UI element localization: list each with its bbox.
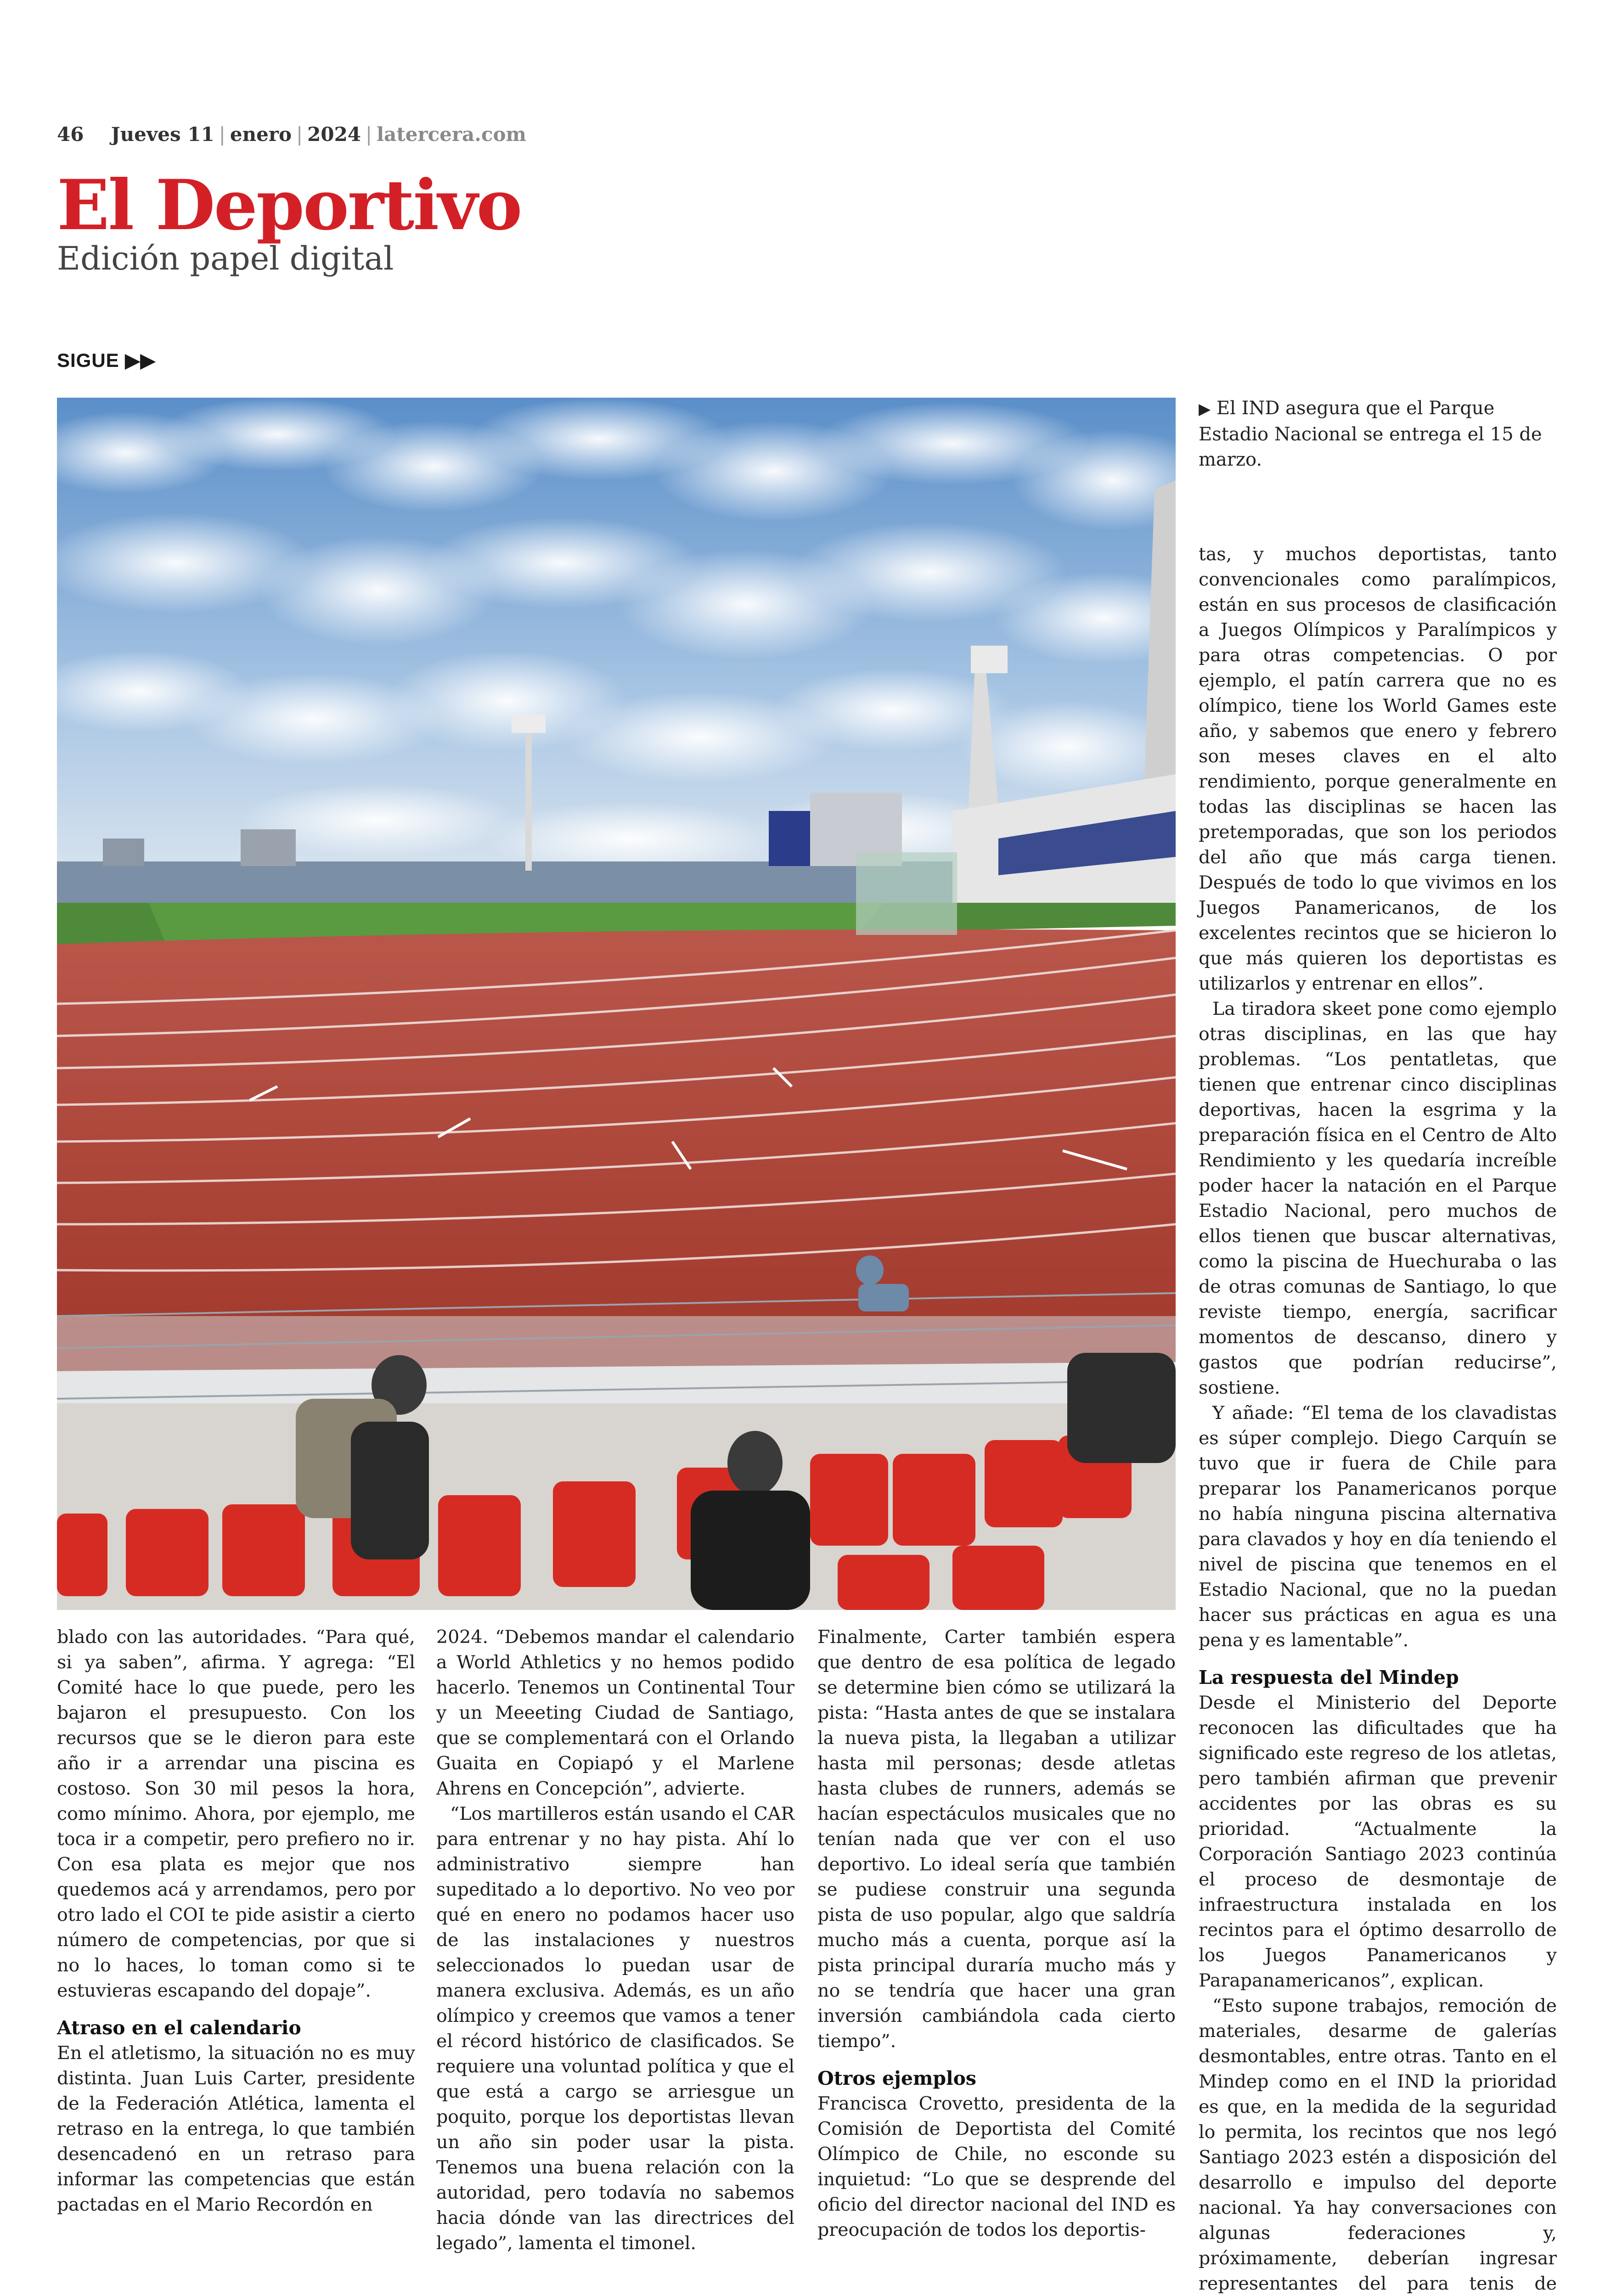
col1-paragraph-1: blado con las autoridades. “Para qué, si ya saben”, afirma. Y agrega: “El Comité hace lo que puede, pero les bajaron el presupuesto. Con los recursos que se le dieron para este año ir a arrendar una piscina es costoso. Son 30 mil pesos la hora, como mínimo. Ahora, por ejemplo, me toca ir a competir, pero prefiero no ir. Con esa plata es mejor que nos quedemos acá y arrendamos, pero por otro lado el COI te pide asistir a cierto número de competencias, por que si no lo haces, lo toman como si te estuvieras escapando del dopaje”. [57, 1626, 415, 2001]
article-column-1 [57, 1625, 415, 2217]
page-number: 46 [57, 123, 84, 146]
col1-paragraph-2: En el atletismo, la situación no es muy distinta. Juan Luis Carter, presidente de la Federación Atlética, lamenta el retraso en la entrega, lo que también desencadenó en un retraso para informar las competencias que están pactadas en el Mario Recordón en [57, 2043, 415, 2215]
site-link[interactable]: latercera.com [377, 123, 526, 146]
col3-paragraph-2: Francisca Crovetto, presidenta de la Comisión de Deportista del Comité Olímpico de Chile, no esconde su inquietud: “Lo que se desprende del oficio del director nacional del IND es preocupación de todos los deportis- [817, 2093, 1176, 2240]
article-column-2 [436, 1625, 794, 2256]
issue-month: enero [230, 123, 292, 146]
issue-year: 2024 [307, 123, 361, 146]
article-column-3 [817, 1625, 1176, 2243]
col4-subheading: La respuesta del Mindep [1199, 1666, 1459, 1688]
col3-subheading: Otros ejemplos [817, 2067, 977, 2089]
stadium-photo [57, 398, 1176, 1610]
photo-caption [1199, 396, 1566, 473]
sigue-label: SIGUE ▶▶ [57, 349, 156, 371]
article-column-4 [1199, 542, 1557, 2296]
masthead-title: El Deportivo [57, 165, 521, 246]
col2-paragraph-1: 2024. “Debemos mandar el calendario a World Athletics y no hemos podido hacerlo. Tenemos un Continental Tour y un Meeeting Ciudad de Santiago, que se complementará con el Orlando Guaita en Copiapó y el Marlene Ahrens en Concepción”, advierte. [436, 1626, 794, 1799]
caption-arrow-icon: ▶ [1199, 400, 1211, 418]
col4-paragraph-5: “Esto supone trabajos, remoción de materiales, desarme de galerías desmontables, entre otras. Tanto en el Mindep como en el IND la prioridad es que, en la medida de la seguridad lo permita, los recintos que nos legó Santiago 2023 estén a disposición del desarrollo e impulso del deporte nacional. Ya hay conversaciones con algunas federaciones y, próximamente, deberían ingresar representantes del para tenis de [1199, 1995, 1557, 2294]
col4-paragraph-2: La tiradora skeet pone como ejemplo otras disciplinas, en las que hay problemas. “Los pentatletas, que tienen que entrenar cinco disciplinas deportivas, hacen la esgrima y la preparación física en el Centro de Alto Rendimiento y les quedaría increíble poder hacer la natación en el Parque Estadio Nacional, pero muchos de ellos tienen que buscar alternativas, como la piscina de Huechuraba o las de otras comunas de Santiago, lo que reviste tiempo, energía, sacrificar momentos de descanso, dinero y gastos que podrían reducirse”, sostiene. [1199, 998, 1557, 1398]
stadium-photo-art [57, 398, 1176, 1610]
issue-day: Jueves 11 [111, 123, 214, 146]
col1-subheading: Atraso en el calendario [57, 2017, 301, 2039]
caption-text: El IND asegura que el Parque Estadio Nacional se entrega el 15 de marzo. [1199, 398, 1542, 470]
page-folio: 46 Jueves 11 | enero | 2024 | latercera.com [57, 123, 526, 146]
col4-paragraph-4: Desde el Ministerio del Deporte reconocen las dificultades que ha significado este regreso de los atletas, pero también afirman que prevenir accidentes por las obras es su prioridad. “Actualmente la Corporación Santiago 2023 continúa el proceso de desmontaje de infraestructura instalada en los recintos para el óptimo desarrollo de los Juegos Panamericanos y Parapanamericanos”, explican. [1199, 1692, 1557, 1991]
col2-paragraph-2: “Los martilleros están usando el CAR para entrenar y no hay pista. Ahí lo administrativo siempre han supeditado a lo deportivo. No veo por qué en enero no podamos hacer uso de las instalaciones y nuestros seleccionados lo puedan usar de manera exclusiva. Además, es un año olímpico y creemos que vamos a tener el récord histórico de clasificados. Se requiere una voluntad política y que el que está a cargo se arriesgue un poquito, porque los deportistas llevan un año sin poder usar la pista. Tenemos una buena relación con la autoridad, pero todavía no sabemos hacia dónde van las directrices del legado”, lamenta el timonel. [436, 1803, 794, 2254]
col4-paragraph-3: Y añade: “El tema de los clavadistas es súper complejo. Diego Carquín se tuvo que ir fuera de Chile para preparar los Panamericanos porque no había ninguna piscina alternativa para clavados y hoy en día teniendo el nivel de piscina que tenemos en el Estadio Nacional, que no la puedan hacer sus prácticas en agua es una pena y es lamentable”. [1199, 1402, 1557, 1651]
col3-paragraph-1: Finalmente, Carter también espera que dentro de esa política de legado se determine bien cómo se utilizará la pista: “Hasta antes de que se instalara la nueva pista, la llegaban a utilizar hasta mil personas; desde atletas hasta clubes de runners, además se hacían espectáculos musicales que no tenían nada que ver con el uso deportivo. Lo ideal sería que también se pudiese construir una segunda pista de uso popular, algo que saldría mucho más a cuenta, porque así la pista principal duraría mucho más y no se tendría que hacer una gran inversión cambiándola cada cierto tiempo”. [817, 1626, 1176, 2052]
col4-paragraph-1: tas, y muchos deportistas, tanto convencionales como paralímpicos, están en sus procesos de clasificación a Juegos Olímpicos y Paralímpicos y para otras competencias. O por ejemplo, el patín carrera que no es olímpico, tiene los World Games este año, y sabemos que enero y febrero son meses claves en el alto rendimiento, porque generalmente en todas las disciplinas se hacen las pretemporadas, que son los periodos del año que más carga tienen. Después de todo lo que vivimos en los Juegos Panamericanos, de los excelentes recintos que se hicieron lo que más quieren los deportistas es utilizarlos y entrenar en ellos”. [1199, 544, 1557, 994]
masthead-subtitle: Edición papel digital [57, 240, 394, 277]
